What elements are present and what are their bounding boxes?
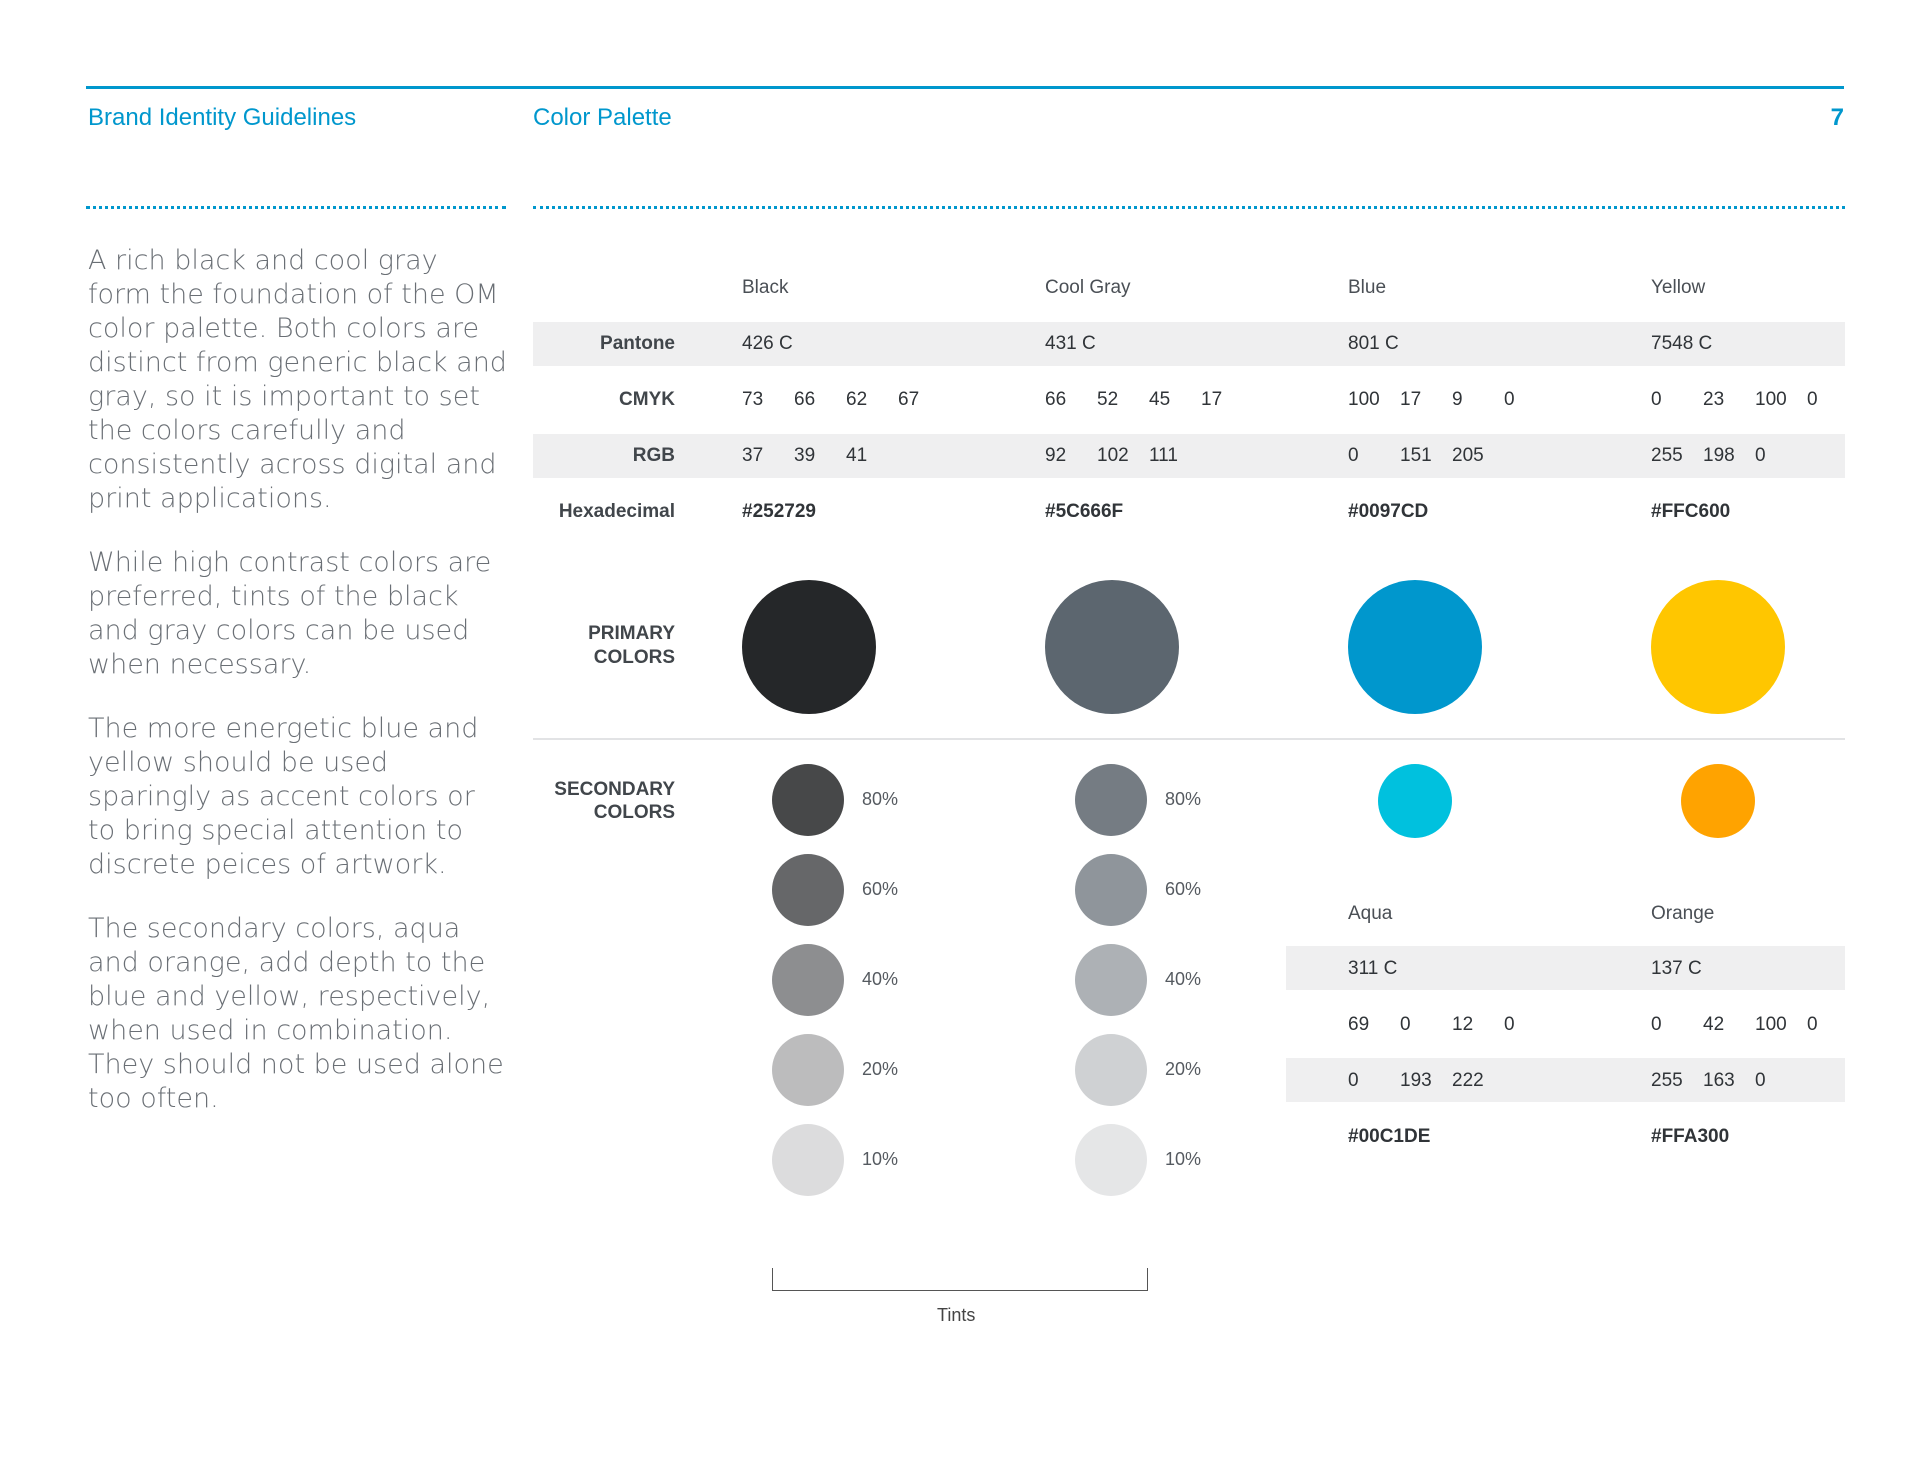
aqua-rgb-2: 222	[1452, 1070, 1484, 1091]
black-hex: #252729	[742, 501, 816, 522]
label-pantone: Pantone	[600, 333, 675, 354]
aqua-cmyk-2: 12	[1452, 1014, 1474, 1035]
section-title: Color Palette	[533, 104, 672, 131]
orange-rgb-1: 163	[1703, 1070, 1735, 1091]
black-cmyk-0: 73	[742, 389, 764, 410]
black-tint-label: 20%	[862, 1059, 899, 1079]
header-rule	[86, 86, 1844, 89]
yellow-name: Yellow	[1651, 277, 1706, 298]
black-tint-swatch	[772, 764, 844, 836]
orange-rgb-0: 255	[1651, 1070, 1683, 1091]
yellow-rgb-0: 255	[1651, 445, 1683, 466]
label-hexadecimal: Hexadecimal	[558, 501, 675, 522]
aqua-rgb-1: 193	[1400, 1070, 1432, 1091]
cool-gray-cmyk-0: 66	[1045, 389, 1067, 410]
cool-gray-rgb-1: 102	[1097, 445, 1129, 466]
cool-gray-cmyk-1: 52	[1097, 389, 1119, 410]
yellow-cmyk-3: 0	[1807, 389, 1818, 410]
blue-pantone: 801 C	[1348, 333, 1399, 354]
label-secondary-colors	[455, 778, 675, 824]
page-number: 7	[1830, 104, 1844, 131]
orange-rgb-2: 0	[1755, 1070, 1766, 1091]
orange-pantone: 137 C	[1651, 958, 1702, 979]
label-primary-colors	[455, 622, 675, 670]
black-rgb-2: 41	[846, 445, 868, 466]
aqua-cmyk-1: 0	[1400, 1014, 1411, 1035]
black-tint-swatch	[772, 1124, 844, 1196]
document-title: Brand Identity Guidelines	[88, 104, 357, 131]
blue-rgb-0: 0	[1348, 445, 1359, 466]
orange-cmyk-1: 42	[1703, 1014, 1725, 1035]
cool-gray-swatch	[1045, 580, 1179, 714]
left-dotted-rule	[86, 206, 506, 209]
cool-gray-hex: #5C666F	[1045, 501, 1124, 522]
section-divider	[533, 738, 1845, 740]
blue-name: Blue	[1348, 277, 1387, 298]
aqua-pantone: 311 C	[1348, 958, 1398, 979]
label-secondary-line-2: COLORS	[593, 802, 675, 823]
aqua-name: Aqua	[1348, 903, 1393, 924]
cool-gray-rgb-0: 92	[1045, 445, 1067, 466]
black-cmyk-1: 66	[794, 389, 816, 410]
cool-gray-cmyk-3: 17	[1201, 389, 1223, 410]
black-swatch	[742, 580, 876, 714]
yellow-cmyk-0: 0	[1651, 389, 1662, 410]
intro-paragraph-3: The more energetic blue and yellow should be used sparingly as accent colors or to bring special attention to discrete peices of artwork.	[88, 713, 479, 880]
gray-tint-swatch	[1075, 1034, 1147, 1106]
intro-paragraph-4: The secondary colors, aqua and orange, add depth to the blue and yellow, respectively, when used in combination. They should not be used alone too often.	[88, 913, 504, 1114]
gray-tint-swatch	[1075, 854, 1147, 926]
cool-gray-cmyk-2: 45	[1149, 389, 1171, 410]
yellow-hex: #FFC600	[1651, 501, 1731, 522]
black-tint-swatch	[772, 854, 844, 926]
black-name: Black	[742, 277, 789, 298]
pantone-row-band	[533, 322, 1845, 366]
cool-gray-rgb-2: 111	[1149, 445, 1178, 466]
gray-tint-label: 40%	[1165, 969, 1202, 989]
black-tint-swatch	[772, 944, 844, 1016]
yellow-cmyk-1: 23	[1703, 389, 1725, 410]
right-dotted-rule	[533, 206, 1845, 209]
intro-paragraph-2: While high contrast colors are preferred, tints of the black and gray colors can be used when necessary.	[88, 547, 492, 680]
black-rgb-1: 39	[794, 445, 816, 466]
aqua-rgb-0: 0	[1348, 1070, 1359, 1091]
gray-tint-label: 80%	[1165, 789, 1202, 809]
cool-gray-name: Cool Gray	[1045, 277, 1131, 298]
label-cmyk: CMYK	[619, 389, 675, 410]
black-cmyk-3: 67	[898, 389, 920, 410]
label-rgb: RGB	[632, 445, 675, 466]
gray-tint-swatch	[1075, 944, 1147, 1016]
gray-tint-label: 10%	[1165, 1149, 1202, 1169]
intro-paragraph-1: A rich black and cool gray form the foundation of the OM color palette. Both colors are distinct from generic black and gray, so it is important to set the colors carefully and consistently across digital and print applications.	[88, 245, 507, 514]
tints-bracket	[772, 1268, 1148, 1291]
blue-rgb-2: 205	[1452, 445, 1484, 466]
blue-hex: #0097CD	[1348, 501, 1429, 522]
aqua-hex: #00C1DE	[1348, 1126, 1431, 1147]
orange-swatch	[1681, 764, 1755, 838]
blue-rgb-1: 151	[1400, 445, 1432, 466]
blue-cmyk-1: 17	[1400, 389, 1422, 410]
gray-tint-swatch	[1075, 1124, 1147, 1196]
orange-name: Orange	[1651, 903, 1715, 924]
label-primary-line-2: COLORS	[593, 647, 675, 668]
blue-cmyk-3: 0	[1504, 389, 1515, 410]
gray-tint-swatch	[1075, 764, 1147, 836]
yellow-pantone: 7548 C	[1651, 333, 1713, 354]
yellow-cmyk-2: 100	[1755, 389, 1787, 410]
aqua-swatch	[1378, 764, 1452, 838]
label-secondary-line-1: SECONDARY	[554, 779, 675, 800]
blue-cmyk-2: 9	[1452, 389, 1463, 410]
yellow-rgb-2: 0	[1755, 445, 1766, 466]
blue-swatch	[1348, 580, 1482, 714]
orange-hex: #FFA300	[1651, 1126, 1730, 1147]
cool-gray-pantone: 431 C	[1045, 333, 1096, 354]
black-tint-label: 10%	[862, 1149, 899, 1169]
aqua-cmyk-0: 69	[1348, 1014, 1370, 1035]
black-rgb-0: 37	[742, 445, 764, 466]
tints-caption: Tints	[937, 1305, 976, 1325]
gray-tint-label: 60%	[1165, 879, 1202, 899]
black-cmyk-2: 62	[846, 389, 868, 410]
black-tint-label: 80%	[862, 789, 899, 809]
blue-cmyk-0: 100	[1348, 389, 1380, 410]
black-tint-swatch	[772, 1034, 844, 1106]
intro-text	[88, 244, 508, 1146]
yellow-swatch	[1651, 580, 1785, 714]
black-tint-label: 40%	[862, 969, 899, 989]
black-tint-label: 60%	[862, 879, 899, 899]
orange-cmyk-2: 100	[1755, 1014, 1787, 1035]
rgb-row-band	[533, 434, 1845, 478]
orange-cmyk-0: 0	[1651, 1014, 1662, 1035]
orange-cmyk-3: 0	[1807, 1014, 1818, 1035]
black-pantone: 426 C	[742, 333, 793, 354]
gray-tint-label: 20%	[1165, 1059, 1202, 1079]
yellow-rgb-1: 198	[1703, 445, 1735, 466]
aqua-cmyk-3: 0	[1504, 1014, 1515, 1035]
label-primary-line-1: PRIMARY	[588, 623, 675, 644]
